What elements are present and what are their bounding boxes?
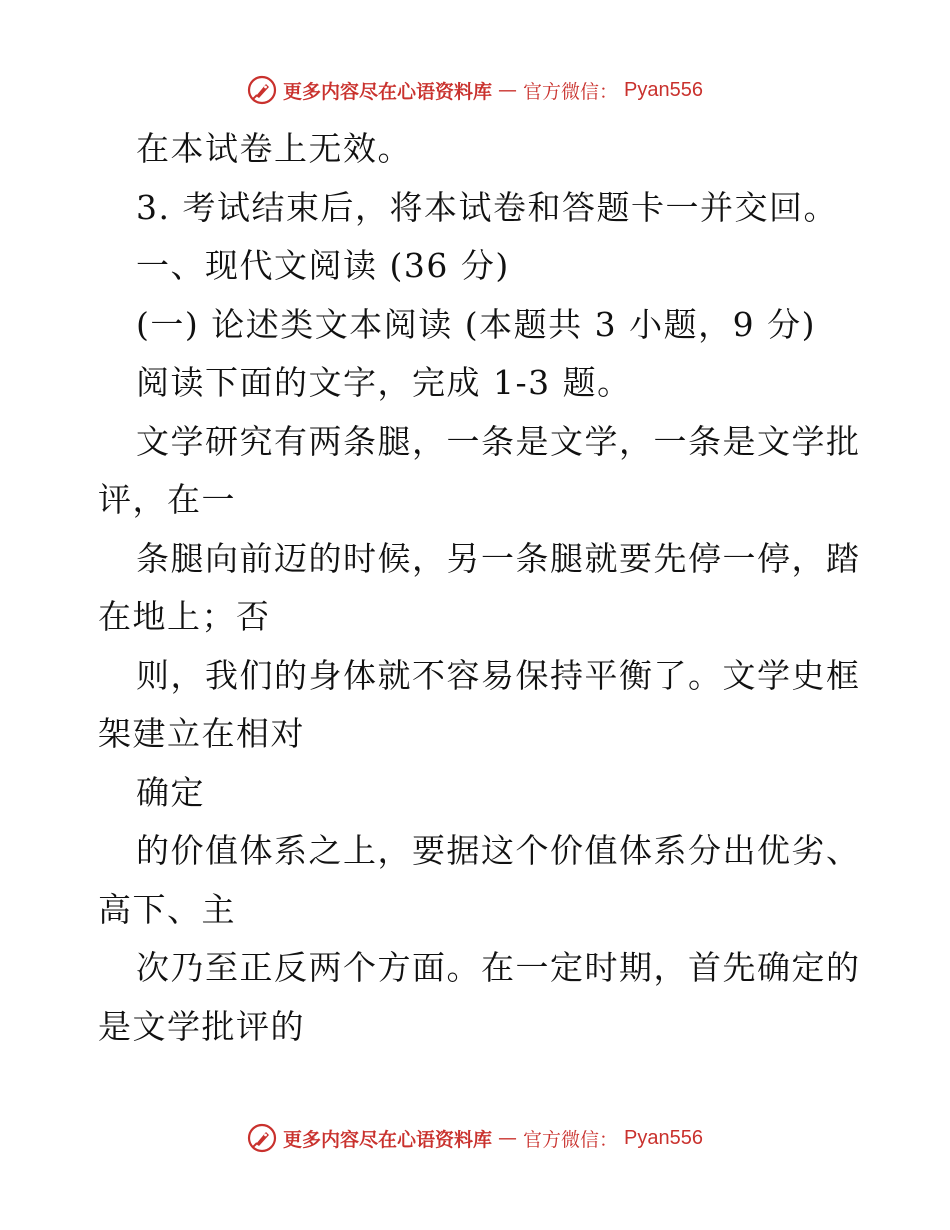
footer-main-text: 更多内容尽在心语资料库 — [283, 1128, 493, 1151]
footer-wechat-id: Pyan556 — [624, 1126, 703, 1149]
pen-nib-icon — [247, 75, 277, 105]
document-body — [98, 120, 861, 1056]
body-line: 的价值体系之上，要据这个价值体系分出优劣、 — [136, 831, 861, 870]
body-line: 3. 考试结束后，将本试卷和答题卡一并交回。 — [136, 187, 838, 227]
header-banner-content — [247, 75, 703, 105]
header-banner — [0, 70, 950, 110]
pen-nib-icon — [247, 1123, 277, 1153]
header-main-text: 更多内容尽在心语资料库 — [283, 80, 493, 103]
body-line: 高下、主 — [98, 889, 236, 929]
body-line: 在地上；否 — [98, 597, 271, 636]
footer-banner-content — [247, 1123, 703, 1153]
body-line: 确定 — [136, 772, 205, 812]
body-line: 阅读下面的文字，完成 1-3 题。 — [136, 363, 632, 402]
body-line: 在本试卷上无效。 — [136, 129, 412, 168]
section-heading: 一、现代文阅读 (36 分) — [136, 246, 510, 285]
subsection-heading: (一) 论述类文本阅读 (本题共 3 小题，9 分) — [136, 304, 816, 344]
footer-wechat-label: 官方微信： — [523, 1128, 619, 1151]
body-line: 则，我们的身体就不容易保持平衡了。文学史框 — [136, 655, 861, 695]
footer-banner — [0, 1118, 950, 1158]
footer-dash: — — [498, 1127, 518, 1149]
header-wechat-label: 官方微信： — [523, 80, 619, 103]
header-dash: — — [498, 79, 518, 101]
body-line: 是文学批评的 — [98, 1006, 305, 1046]
body-line: 评，在一 — [98, 480, 236, 519]
body-line: 文学研究有两条腿，一条是文学，一条是文学批 — [136, 421, 861, 461]
body-line: 次乃至正反两个方面。在一定时期，首先确定的 — [136, 948, 861, 987]
body-line: 条腿向前迈的时候，另一条腿就要先停一停，踏 — [136, 538, 861, 578]
body-line: 架建立在相对 — [98, 714, 305, 753]
header-wechat-id: Pyan556 — [624, 78, 703, 101]
